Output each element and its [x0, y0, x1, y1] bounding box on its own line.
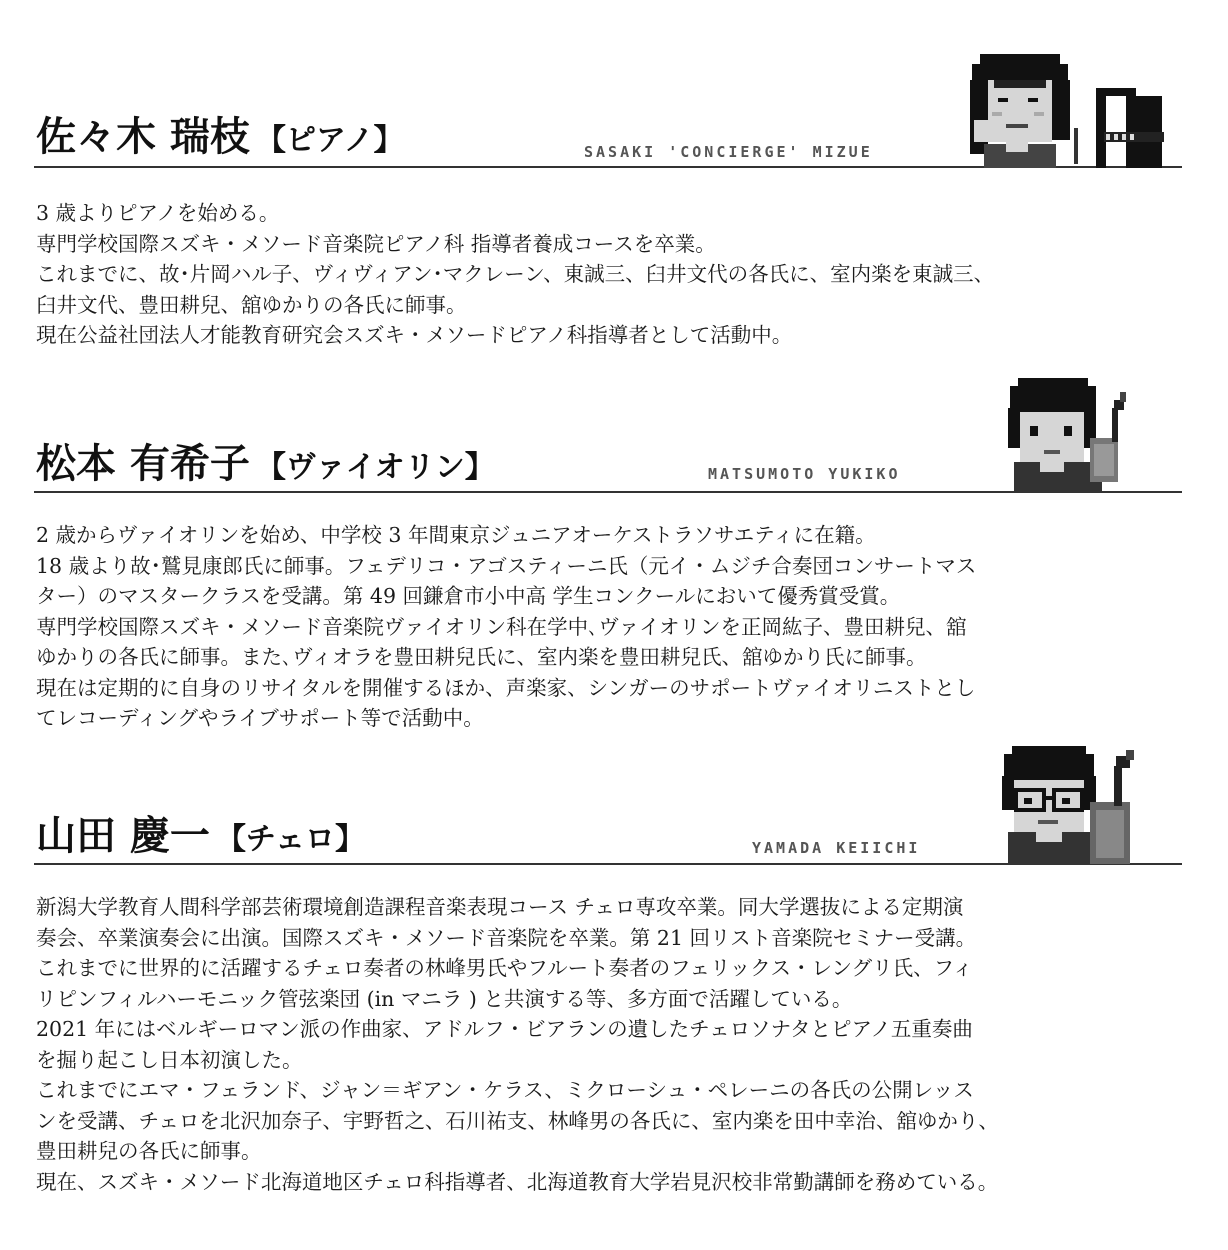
- bio-line: 2 歳からヴァイオリンを始め、中学校 3 年間東京ジュニアオーケストラソサエティに在籍。: [36, 523, 876, 547]
- bio-line: ター）のマスタークラスを受講。第 49 回鎌倉市小中高 学生コンクールにおいて優秀賞受賞。: [36, 584, 901, 608]
- profile-name: 松本 有希子: [36, 441, 250, 487]
- profile-roman-name: YAMADA KEIICHI: [752, 839, 921, 857]
- bio-line: 18 歳より故･鷲見康郎氏に師事。フェデリコ・アゴスティーニ氏（元イ・ムジチ合奏団コンサートマス: [36, 553, 977, 578]
- bio-line: リピンフィルハーモニック管弦楽団 (in マニラ ) と共演する等、多方面で活躍している。: [36, 986, 853, 1011]
- bio-line: 奏会、卒業演奏会に出演。国際スズキ・メソード音楽院を卒業。第 21 回リスト音楽院セミナー受講。: [36, 925, 977, 950]
- profile-roman-name: MATSUMOTO YUKIKO: [708, 465, 901, 483]
- bio-line: 3 歳よりピアノを始める。: [36, 201, 280, 225]
- profile-bio: [36, 520, 1196, 734]
- bio-line: これまでにエマ・フェランド、ジャン＝ギアン・ケラス、ミクローシュ・ペレーニの各氏の公開レッス: [36, 1078, 974, 1102]
- bio-line: これまでに世界的に活躍するチェロ奏者の林峰男氏やフルート奏者のフェリックス・レングリ氏、フィ: [36, 956, 973, 980]
- profile-name: 山田 慶一: [36, 813, 210, 859]
- profile-sasaki: [0, 0, 1228, 370]
- profile-roman-name: SASAKI 'CONCIERGE' MIZUE: [584, 143, 873, 161]
- profile-instrument: 【ヴァイオリン】: [255, 450, 495, 485]
- bio-line: これまでに、故･片岡ハル子、ヴィヴィアン･マクレーン、東誠三、臼井文代の各氏に、室内楽を東誠三、: [36, 262, 995, 286]
- cellist-pixel-portrait-icon: [1000, 746, 1150, 864]
- profile-bio: [36, 892, 1196, 1197]
- violinist-pixel-portrait-icon: [1004, 378, 1142, 492]
- profile-name: 佐々木 瑞枝: [36, 114, 250, 160]
- bio-line: 現在、スズキ・メソード北海道地区チェロ科指導者、北海道教育大学岩見沢校非常勤講師を務めている。: [36, 1169, 999, 1194]
- bio-line: を掘り起こし日本初演した。: [36, 1047, 303, 1072]
- bio-line: 現在公益社団法人才能教育研究会スズキ・メソードピアノ科指導者として活動中。: [36, 323, 793, 347]
- profile-instrument: 【ピアノ】: [255, 123, 404, 158]
- bio-line: 新潟大学教育人間科学部芸術環境創造課程音楽表現コース チェロ専攻卒業。同大学選抜による定期演: [36, 895, 964, 919]
- bio-line: 専門学校国際スズキ・メソード音楽院ヴァイオリン科在学中､ヴァイオリンを正岡紘子、豊田耕兒、舘: [36, 614, 967, 639]
- bio-line: ンを受講、チェロを北沢加奈子、宇野哲之、石川祐支、林峰男の各氏に、室内楽を田中幸治、舘ゆかり、: [36, 1108, 999, 1133]
- profile-yamada: [0, 740, 1228, 1250]
- pianist-pixel-portrait-icon: [966, 50, 1182, 168]
- bio-line: 現在は定期的に自身のリサイタルを開催するほか、声楽家、シンガーのサポートヴァイオリニストとし: [36, 675, 976, 700]
- profile-bio: [36, 198, 1196, 351]
- bio-line: 豊田耕兒の各氏に師事。: [36, 1139, 262, 1163]
- bio-line: てレコーディングやライブサポート等で活動中。: [36, 706, 484, 730]
- bio-line: 2021 年にはベルギーロマン派の作曲家、アドルフ・ビアランの遺したチェロソナタとピアノ五重奏曲: [36, 1017, 973, 1041]
- profile-name-heading: [36, 441, 495, 487]
- profile-name-heading: [36, 813, 366, 859]
- profile-instrument: 【チェロ】: [215, 822, 366, 857]
- bio-line: 専門学校国際スズキ・メソード音楽院ピアノ科 指導者養成コースを卒業。: [36, 231, 716, 256]
- bio-line: ゆかりの各氏に師事。また､ヴィオラを豊田耕兒氏に、室内楽を豊田耕兒氏、舘ゆかり氏に師事。: [36, 645, 927, 669]
- profile-matsumoto: [0, 370, 1228, 740]
- profile-name-heading: [36, 114, 404, 160]
- bio-line: 臼井文代、豊田耕兒、舘ゆかりの各氏に師事。: [36, 292, 467, 317]
